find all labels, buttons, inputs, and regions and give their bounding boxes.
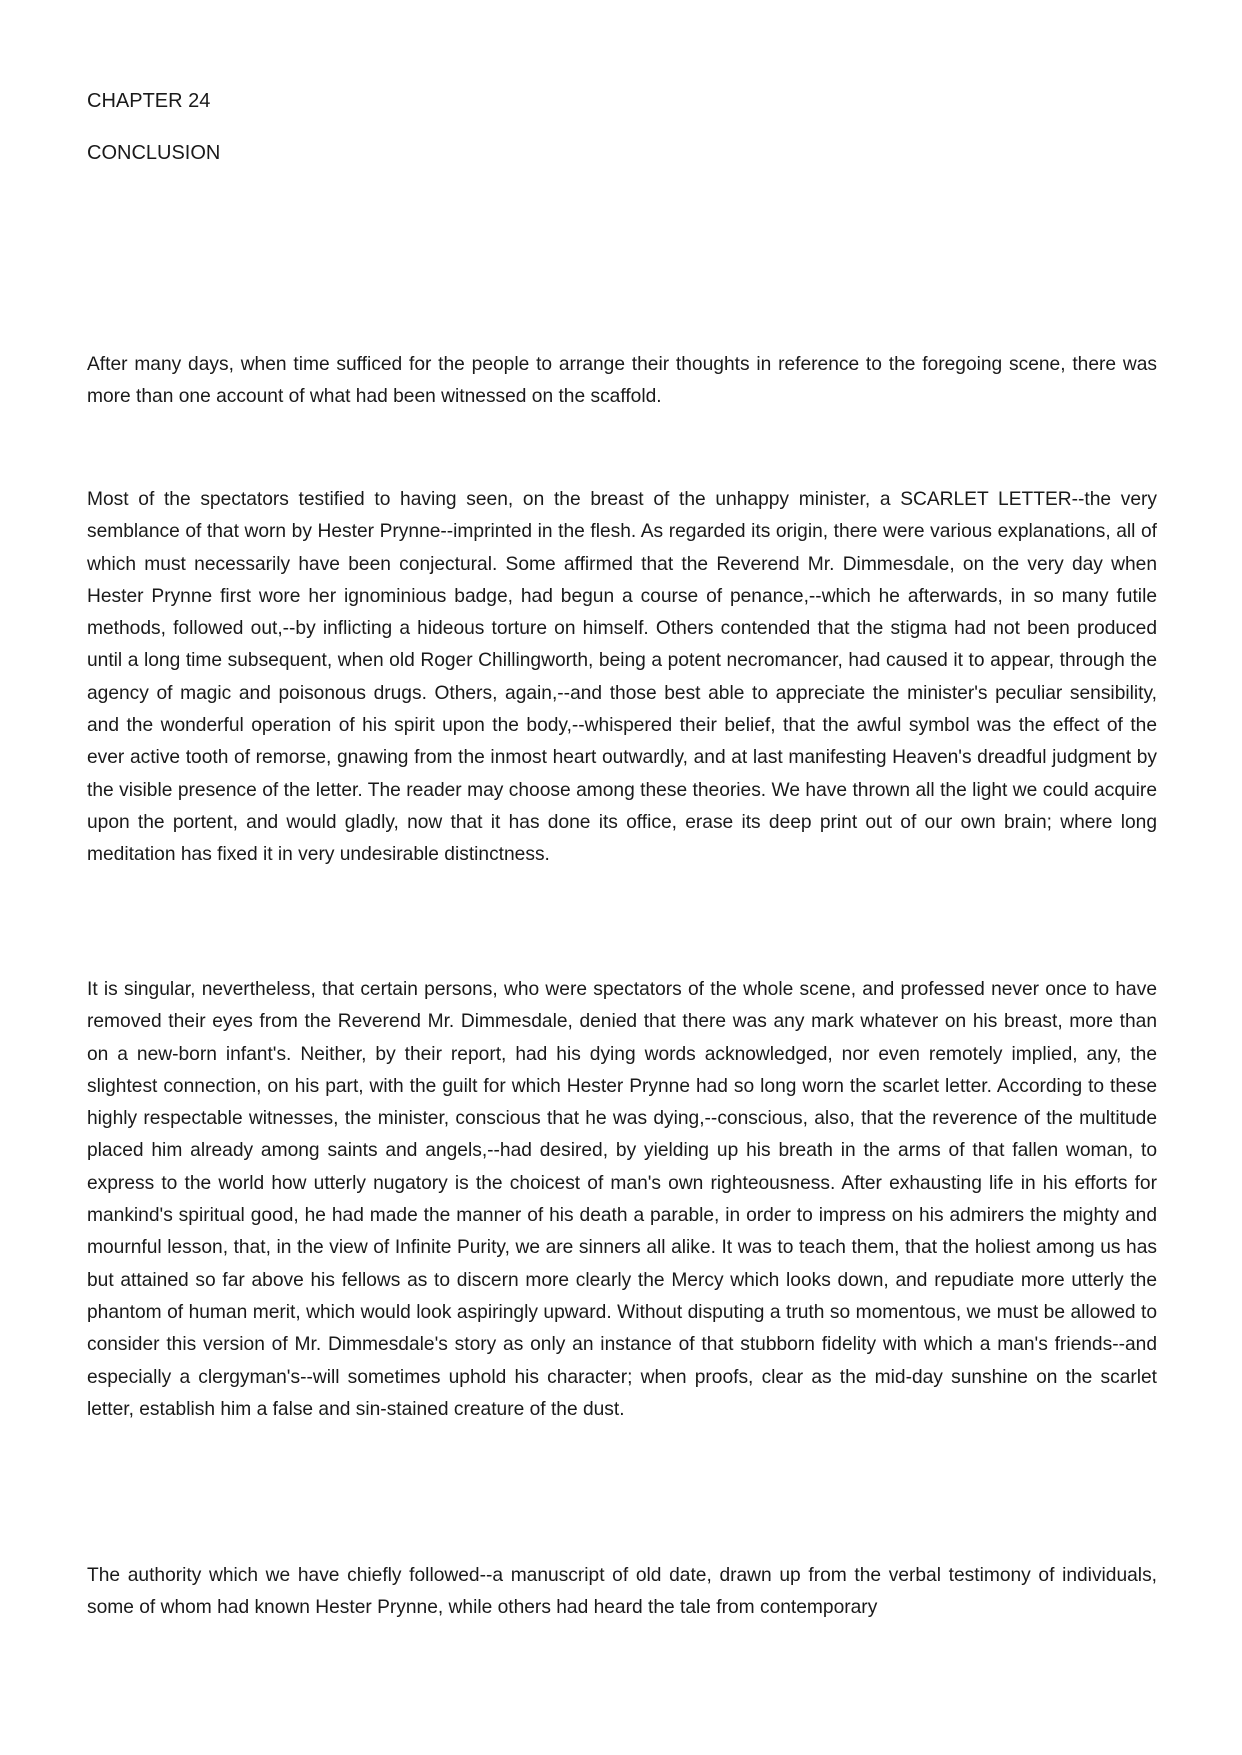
paragraph-2: Most of the spectators testified to having seen, on the breast of the unhappy minister, a SCARLET LETTER--the very semblance of that worn by Hester Prynne--imprinted in the flesh. As regarded its origin, there were various explanations, all of which must necessarily have been conjectural. Some affirmed that the Reverend Mr. Dimmesdale, on the very day when Hester Prynne first wore her ignominious badge, had begun a course of penance,--which he afterwards, in so many futile methods, followed out,--by inflicting a hideous torture on himself. Others contended that the stigma had not been produced until a long time subsequent, when old Roger Chillingworth, being a potent necromancer, had caused it to appear, through the agency of magic and poisonous drugs. Others, again,--and those best able to appreciate the minister's peculiar sensibility, and the wonderful operation of his spirit upon the body,--whispered their belief, that the awful symbol was the effect of the ever active tooth of remorse, gnawing from the inmost heart outwardly, and at last manifesting Heaven's dreadful judgment by the visible presence of the letter. The reader may choose among these theories. We have thrown all the light we could acquire upon the portent, and would gladly, now that it has done its office, erase its deep print out of our own brain; where long meditation has fixed it in very undesirable distinctness. — [87, 489, 1157, 866]
chapter-title: CONCLUSION — [87, 142, 221, 164]
chapter-number: CHAPTER 24 — [87, 90, 211, 112]
paragraph-3: It is singular, nevertheless, that certain persons, who were spectators of the whole scene, and professed never once to have removed their eyes from the Reverend Mr. Dimmesdale, denied that there was any mark whatever on his breast, more than on a new-born infant's. Neither, by their report, had his dying words acknowledged, nor even remotely implied, any, the slightest connection, on his part, with the guilt for which Hester Prynne had so long worn the scarlet letter. According to these highly respectable witnesses, the minister, conscious that he was dying,--conscious, also, that the reverence of the multitude placed him already among saints and angels,--had desired, by yielding up his breath in the arms of that fallen woman, to express to the world how utterly nugatory is the choicest of man's own righteousness. After exhausting life in his efforts for mankind's spiritual good, he had made the manner of his death a parable, in order to impress on his admirers the mighty and mournful lesson, that, in the view of Infinite Purity, we are sinners all alike. It was to teach them, that the holiest among us has but attained so far above his fellows as to discern more clearly the Mercy which looks down, and repudiate more utterly the phantom of human merit, which would look aspiringly upward. Without disputing a truth so momentous, we must be allowed to consider this version of Mr. Dimmesdale's story as only an instance of that stubborn fidelity with which a man's friends--and especially a clergyman's--will sometimes uphold his character; when proofs, clear as the mid-day sunshine on the scarlet letter, establish him a false and sin-stained creature of the dust. — [87, 979, 1157, 1420]
paragraph-1: After many days, when time sufficed for the people to arrange their thoughts in reference to the foregoing scene, there was more than one account of what had been witnessed on the scaffold. — [87, 354, 1157, 408]
paragraph-4: The authority which we have chiefly followed--a manuscript of old date, drawn up from the verbal testimony of individuals, some of whom had known Hester Prynne, while others had heard the tale from contemporary — [87, 1565, 1157, 1619]
